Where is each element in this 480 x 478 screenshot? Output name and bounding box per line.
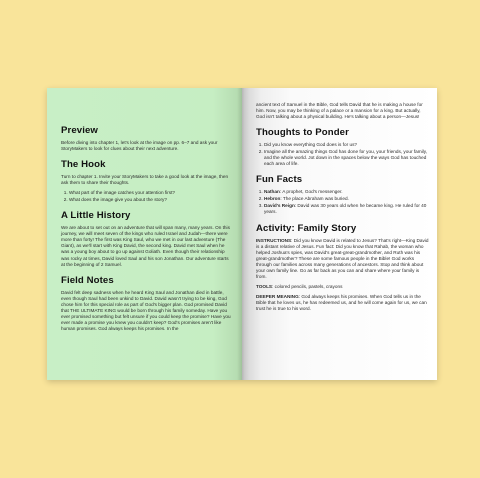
instructions-paragraph [256, 238, 429, 280]
history-heading: A Little History [61, 210, 131, 222]
fun-fact-label: Hebron [264, 196, 281, 202]
thoughts-questions [256, 142, 429, 167]
fun-fact-label: Nathan [264, 189, 280, 195]
fun-fact-text: : A prophet, God's messenger. [279, 189, 343, 195]
hook-questions [61, 190, 232, 203]
tools-label: TOOLS [256, 283, 273, 289]
field-notes-heading: Field Notes [61, 274, 114, 286]
field-notes-text: David felt deep sadness when he heard King Saul and Jonathan died in battle, even though Saul had been unkind to David. David wasn't trying to be king, God chose him for this special role as part of God's bigger plan. God promised David that THE ULTIMATE KING would be born through his family someday. Have you ever promised something but felt unsure if you could keep the promise? Have you ever made a promise you knew you couldn't keep? God's promises aren't like human promises. God always keeps his promises. In the [61, 289, 231, 331]
instructions-label: INSTRUCTIONS [256, 237, 292, 243]
right-page [242, 88, 437, 380]
thoughts-heading: Thoughts to Ponder [256, 127, 349, 139]
fun-fact-text: : David was 30 years old when he became king. He ruled for 40 years. [264, 203, 427, 215]
fun-facts-list [256, 189, 429, 215]
tools-text: : colored pencils, pastels, crayons [272, 283, 343, 289]
fun-fact [264, 203, 429, 215]
fun-fact [264, 189, 429, 195]
deeper-meaning-text: : God always keeps his promises. When God tells us in the Bible that he loves us, he has redeemed us, and he will come again for us, we can trust he is true to his word. [256, 293, 427, 311]
hook-question: 2. What does the image give you about the story? [69, 197, 232, 203]
fun-fact-label: David's Reign [264, 203, 295, 209]
history-text: We are about to set out on an adventure that will span many, many years. On this journey, we will meet seven of the kings who ruled Israel and Judah—there were more than forty! The first was King Saul, who we met in our last adventure (The Giant), as we'll start with King David, the second king. David met Saul when he was a young boy about to go up against Goliath. Even though their relationship was rocky at times, David loved Saul and his son Jonathan. Our adventure starts at the beginning of 2 Samuel. [61, 225, 230, 267]
fun-fact-text: : The place Abraham was buried. [280, 196, 349, 202]
thoughts-question: 1. Did you know everything God does is for us? [264, 142, 429, 148]
instructions-text: : Did you know David is related to Jesus? That's right—King David is a distant relative of Jesus. Fun fact: Did you know that Rahab, the woman who helped Joshua's spies, was David's great-great-grandmother, and Ruth was his great-grandmother? These are some famous people in the Bible! God works through our families across many generations of ancestors. Stop and think about your own family line. Go as far back as you can and share where your family is from. [256, 237, 429, 279]
hook-text: Turn to chapter 1. Invite your StoryMakers to take a good look at the image, then ask them to share their thoughts. [61, 174, 229, 186]
continued-text: ancient text of Samuel in the Bible, God tells David that he is making a house for him. Now, you may be thinking of a palace or a mansion for a king. But actually, God isn't talking about a physical building. He's talking about a person—Jesus! [256, 102, 423, 120]
preview-heading: Preview [61, 125, 98, 136]
fun-facts-heading: Fun Facts [256, 174, 303, 186]
deeper-meaning-label: DEEPER MEANING [256, 293, 299, 299]
fun-fact [264, 196, 429, 202]
preview-text: Before diving into chapter 1, let's look at the image on pp. 6–7 and ask your StoryMakers to look for clues about their next adventure. [61, 140, 218, 152]
deeper-meaning-paragraph [256, 294, 429, 312]
left-page [47, 88, 242, 380]
hook-question: 1. What part of the image catches your attention first? [69, 190, 232, 196]
tools-paragraph [256, 284, 429, 290]
open-booklet [47, 88, 437, 380]
activity-heading: Activity: Family Story [256, 222, 357, 234]
thoughts-question: 2. Imagine all the amazing things God has done for you, your friends, your family, and the whole world. Jot down in the spaces below the ways God has touched each area of life. [264, 149, 429, 167]
hook-heading: The Hook [61, 159, 106, 171]
